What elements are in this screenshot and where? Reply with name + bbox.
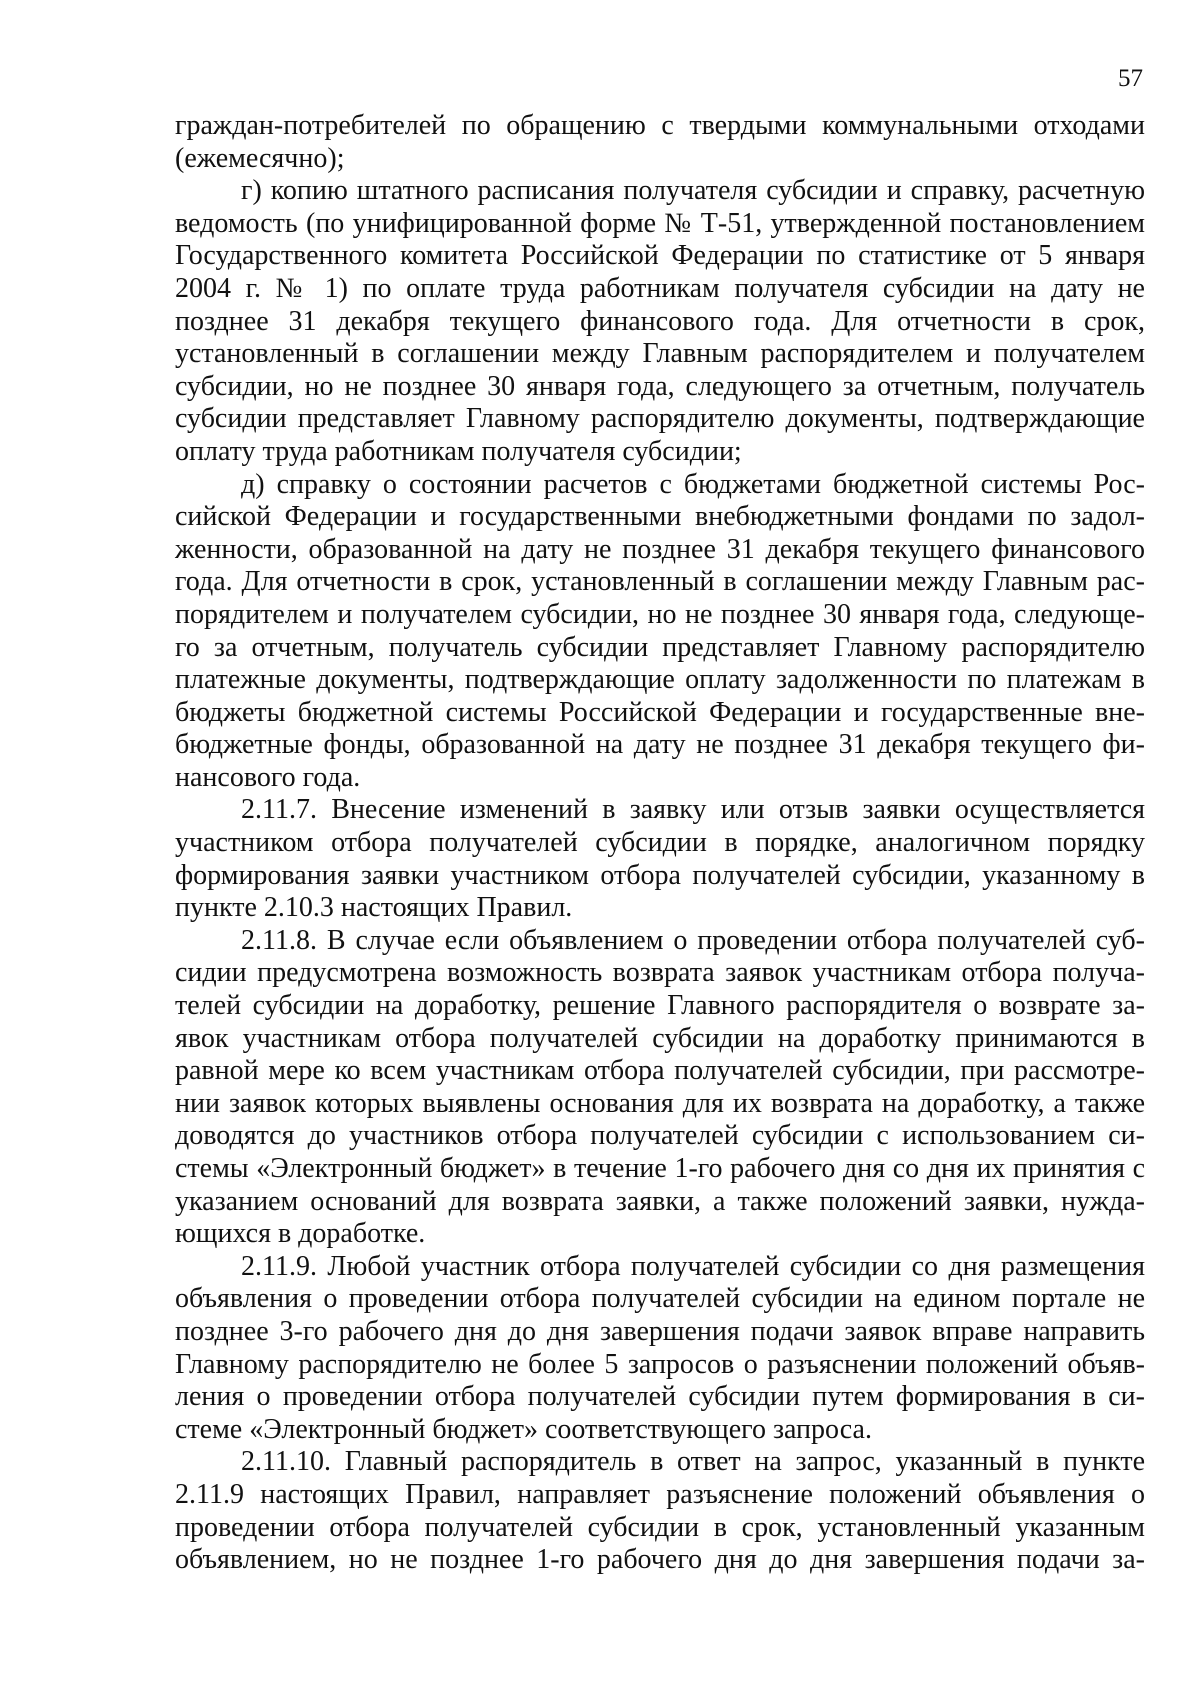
paragraph-item-d: д) справку о состоянии расчетов с бюджетами бюджетной системы Российской Федерации и государственными внебюджетными фондами по задолженности, образованной на дату не позднее 31 декабря текущего финансового года. Для отчетности в срок, установленный в соглашении между Главным распорядителем и получателем субсидии, но не позднее 30 января года, следующего за отчетным, получатель субсидии представляет Главному распорядителю платежные документы, подтверждающие оплату задолженности по платежам в бюджеты бюджетной системы Российской Федерации и государственные внебюджетные фонды, образованной на дату не позднее 31 декабря текущего финансового года. (175, 468, 1145, 793)
paragraph-2-11-9: 2.11.9. Любой участник отбора получателей субсидии со дня размещения объявления о проведении отбора получателей субсидии на едином портале не позднее 3-го рабочего дня до дня завершения подачи заявок вправе направить Главному распорядителю не более 5 запросов о разъяснении положений объявления о проведении отбора получателей субсидии путем формирования в системе «Электронный бюджет» соответствующего запроса. (175, 1250, 1145, 1445)
paragraph-item-g: г) копию штатного расписания получателя субсидии и справку, расчетную ведомость (по унифицированной форме № Т-51, утвержденной постановлением Государственного комитета Российской Федерации по статистике от 5 января 2004 г. № 1) по оплате труда работникам получателя субсидии на дату не позднее 31 декабря текущего финансового года. Для отчетности в срок, установленный в соглашении между Главным распорядителем и получателем субсидии, но не позднее 30 января года, следующего за отчетным, получатель субсидии представляет Главному распорядителю документы, подтверждающие оплату труда работникам получателя субсидии; (175, 175, 1145, 467)
paragraph-2-11-7: 2.11.7. Внесение изменений в заявку или отзыв заявки осуществляется участником отбора получателей субсидии в порядке, аналогичном порядку формирования заявки участником отбора получателей субсидии, указанному в пункте 2.10.3 настоящих Правил. (175, 794, 1145, 924)
document-body (175, 110, 1145, 1577)
paragraph-2-11-8: 2.11.8. В случае если объявлением о проведении отбора получателей субсидии предусмотрена возможность возврата заявок участникам отбора получателей субсидии на доработку, решение Главного распорядителя о возврате заявок участникам отбора получателей субсидии на доработку принимаются в равной мере ко всем участникам отбора получателей субсидии, при рассмотрении заявок которых выявлены основания для их возврата на доработку, а также доводятся до участников отбора получателей субсидии с использованием системы «Электронный бюджет» в течение 1-го рабочего дня со дня их принятия с указанием оснований для возврата заявки, а также положений заявки, нуждающихся в доработке. (175, 924, 1145, 1250)
paragraph-continuation: граждан-потребителей по обращению с твердыми коммунальными отходами (ежемесячно); (175, 110, 1145, 174)
paragraph-2-11-10: 2.11.10. Главный распорядитель в ответ на запрос, указанный в пункте 2.11.9 настоящих Правил, направляет разъяснение положений объявления о проведении отбора получателей субсидии в срок, установленный указанным объявлением, но не позднее 1-го рабочего дня до дня завершения подачи за- (175, 1446, 1145, 1576)
page-number: 57 (1118, 65, 1143, 92)
